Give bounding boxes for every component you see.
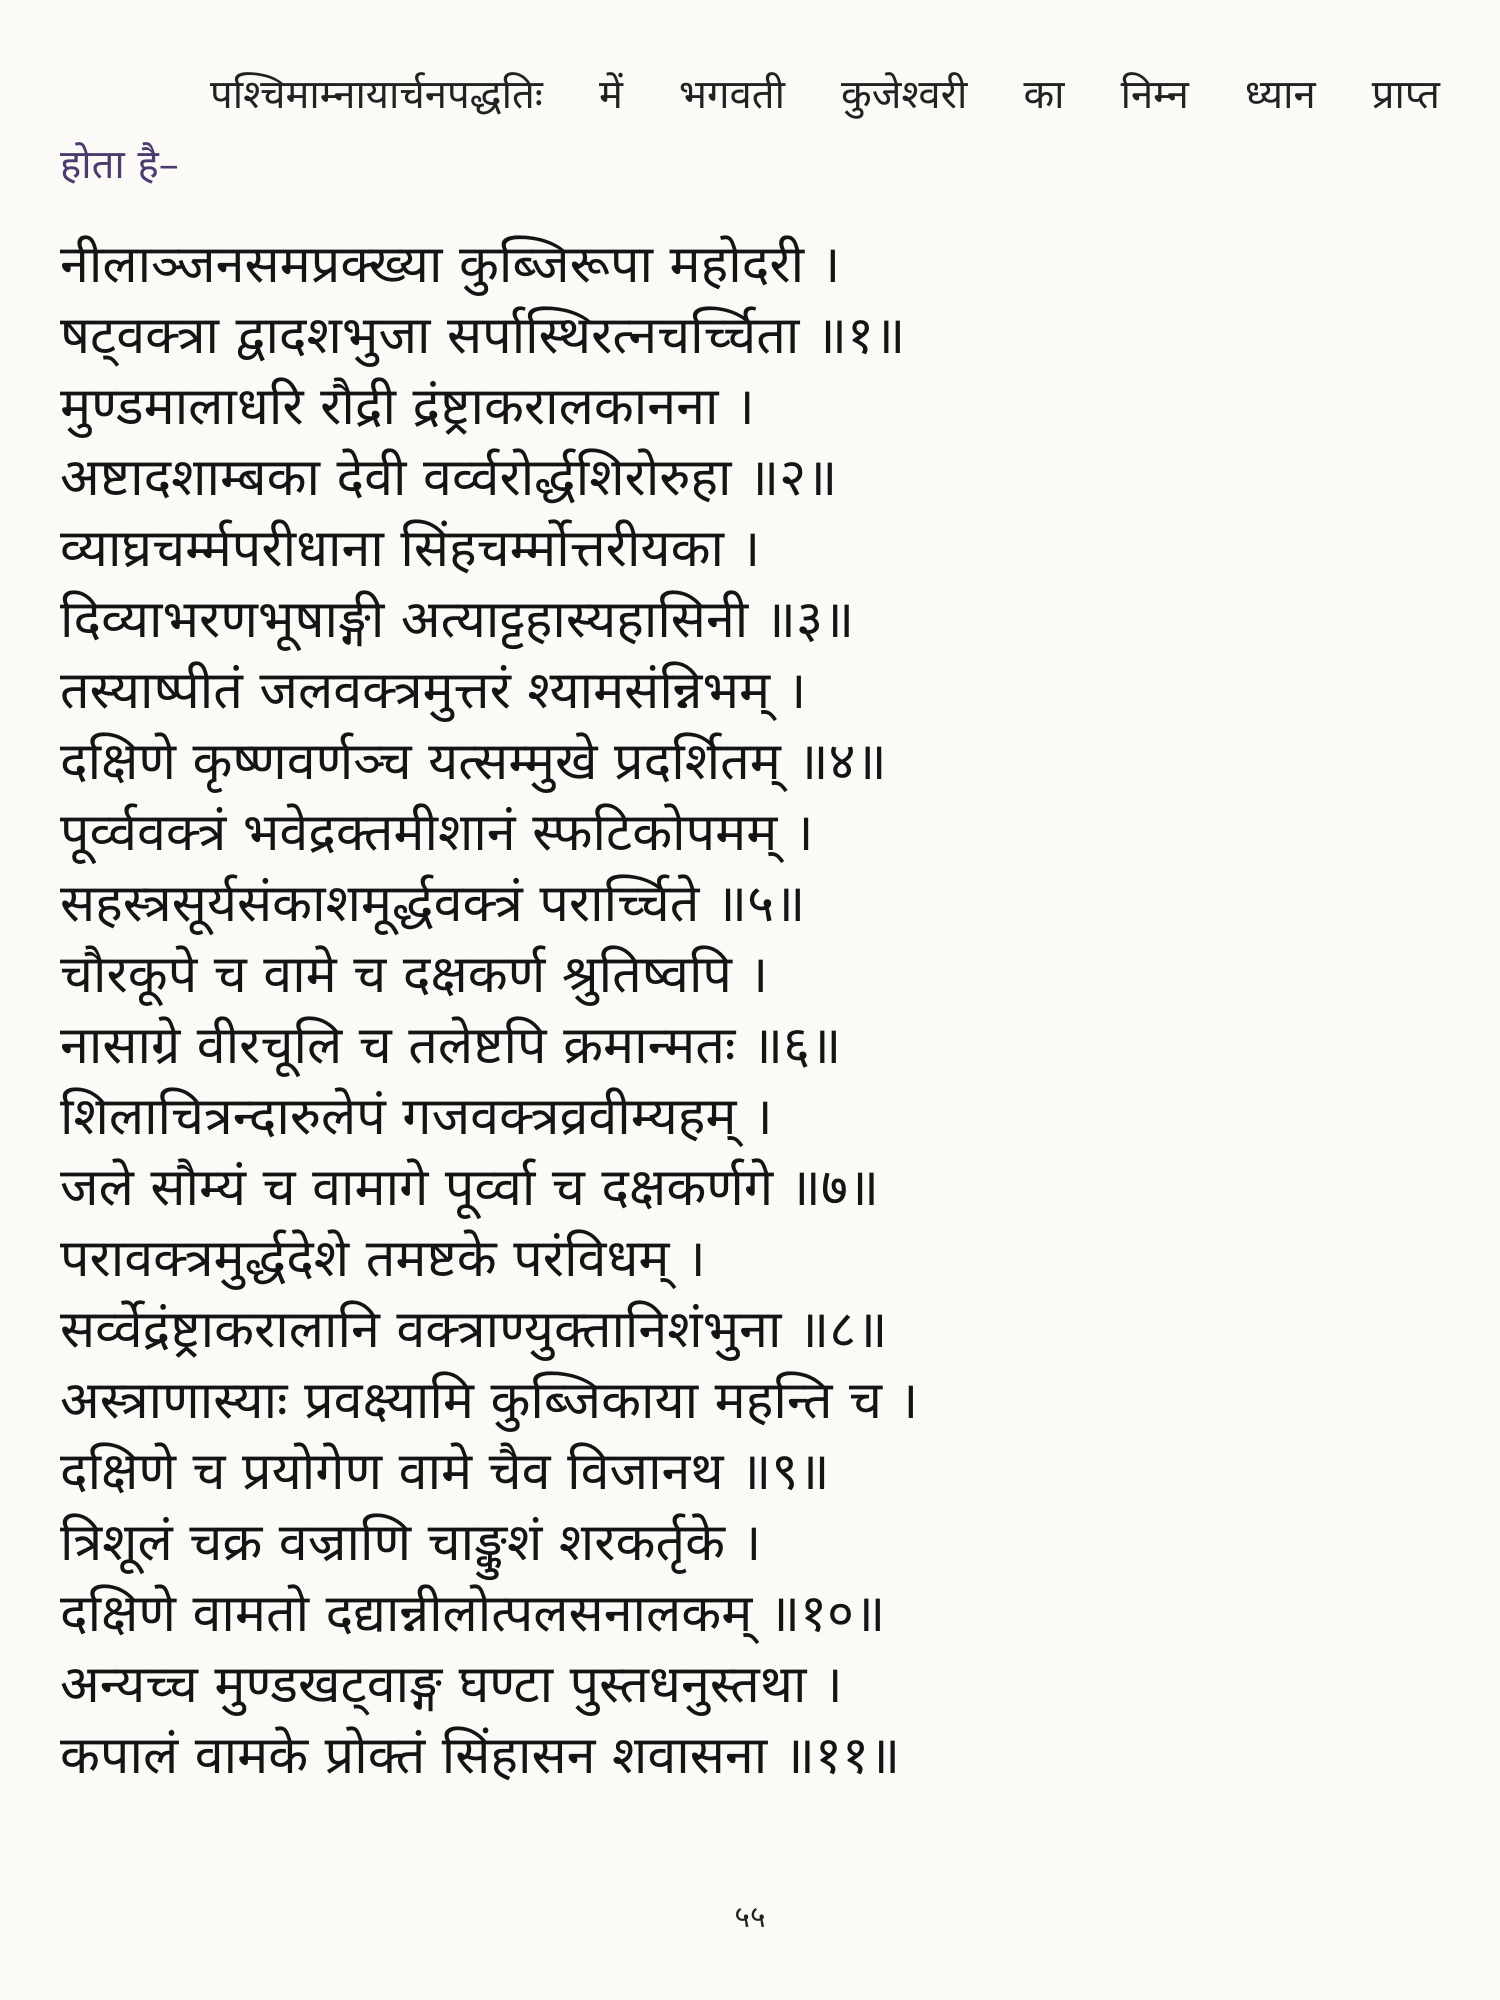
- verse-line: अष्टादशाम्बका देवी वर्व्वरोर्द्धशिरोरुहा ॥२॥: [60, 448, 838, 508]
- verse-line: परावक्त्रमुर्द्धदेशे तमष्टके परंविधम् ।: [60, 1229, 706, 1289]
- verse-line: सर्व्वेद्रंष्ट्राकरालानि वक्त्राण्युक्तानिशंभुना ॥८॥: [60, 1300, 888, 1360]
- verse-line: अस्त्राणास्याः प्रवक्ष्यामि कुब्जिकाया महन्ति च ।: [60, 1371, 919, 1431]
- verse-line: दक्षिणे कृष्णवर्णञ्च यत्सम्मुखे प्रदर्शितम् ॥४॥: [60, 732, 887, 792]
- verse-line: नासाग्रे वीरचूलि च तलेष्टपि क्रमान्मतः ॥६॥: [60, 1016, 842, 1076]
- intro-paragraph: [60, 60, 1440, 200]
- verse-line: मुण्डमालाधरि रौद्री द्रंष्ट्राकरालकानना ।: [60, 377, 755, 437]
- verse-line: शिलाचित्रन्दारुलेपं गजवक्त्रव्रवीम्यहम् ।: [60, 1087, 773, 1147]
- verse-line: नीलाञ्जनसमप्रक्ख्या कुब्जिरूपा महोदरी ।: [60, 235, 841, 295]
- verse-line: तस्याष्पीतं जलवक्त्रमुत्तरं श्यामसंन्निभम् ।: [60, 661, 807, 721]
- verse-line: षट्वक्त्रा द्वादशभुजा सर्पास्थिरत्नचर्च्चिता ॥१॥: [60, 306, 906, 366]
- verse-line: अन्यच्च मुण्डखट्वाङ्ग घण्टा पुस्तधनुस्तथा ।: [60, 1655, 843, 1715]
- intro-line-1: पश्चिमाम्नायार्चनपद्धतिः में भगवती कुजेश्वरी का निम्न ध्यान प्राप्त: [210, 72, 1440, 118]
- intro-line-2: होता है–: [60, 142, 179, 188]
- verse-line: कपालं वामके प्रोक्तं सिंहासन शवासना ॥११॥: [60, 1726, 901, 1786]
- verse-line: दक्षिणे वामतो दद्यान्नीलोत्पलसनालकम् ॥१०॥: [60, 1584, 886, 1644]
- verse-line: व्याघ्रचर्म्मपरीधाना सिंहचर्म्मोत्तरीयका ।: [60, 519, 761, 579]
- verse-block: [60, 230, 1460, 1792]
- verse-line: पूर्व्ववक्त्रं भवेद्रक्तमीशानं स्फटिकोपमम् ।: [60, 803, 814, 863]
- verse-line: जले सौम्यं च वामागे पूर्व्वा च दक्षकर्णगे ॥७॥: [60, 1158, 880, 1218]
- verse-line: चौरकूपे च वामे च दक्षकर्ण श्रुतिष्वपि ।: [60, 945, 769, 1005]
- verse-line: दक्षिणे च प्रयोगेण वामे चैव विजानथ ॥९॥: [60, 1442, 830, 1502]
- verse-line: त्रिशूलं चक्र वज्राणि चाङ्कुशं शरकर्तृके ।: [60, 1513, 762, 1573]
- verse-line: दिव्याभरणभूषाङ्गी अत्याट्टहास्यहासिनी ॥३॥: [60, 590, 855, 650]
- page-number: ५५: [734, 1900, 766, 1935]
- verse-line: सहस्त्रसूर्यसंकाशमूर्द्धवक्त्रं परार्च्चिते ॥५॥: [60, 874, 806, 934]
